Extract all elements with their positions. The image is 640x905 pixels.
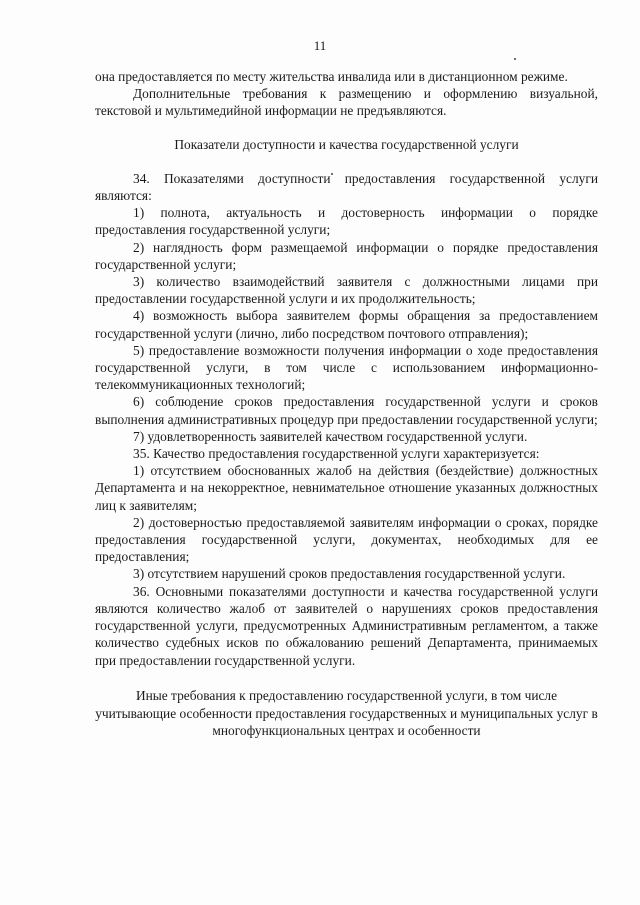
paragraph: она предоставляется по месту жительства инвалида или в дистанционном режиме.	[95, 69, 568, 84]
scan-speck	[514, 58, 516, 60]
list-item: 1) отсутствием обоснованных жалоб на действия (бездействие) должностных Департамента и на некорректное, невнимательное отношение указанных должностных лиц к заявителям;	[95, 463, 598, 513]
list-item: 6) соблюдение сроков предоставления государственной услуги и сроков выполнения административных процедур при предоставлении государственной услуги;	[95, 394, 598, 427]
list-item: 7) удовлетворенность заявителей качеством государственной услуги.	[133, 428, 528, 444]
list-item: 3) количество взаимодействий заявителя с должностными лицами при предоставлении государственной услуги и их продолжительность;	[95, 274, 598, 307]
list-item: 5) предоставление возможности получения информации о ходе предоставления государственной услуги, в том числе с использованием информационно-телекоммуникационных технологий;	[95, 342, 598, 393]
list-item: 2) наглядность форм размещаемой информации о порядке предоставления государственной услуги;	[95, 239, 598, 272]
paragraph: Дополнительные требования к размещению и оформлению визуальной, текстовой и мультимедийной информации не предъявляются.	[95, 86, 598, 119]
list-item: 4) возможность выбора заявителем формы обращения за предоставлением государственной услуги (лично, либо посредством почтового отправления);	[95, 308, 598, 341]
page-number: 11	[313, 38, 327, 53]
list-item: 3) отсутствием нарушений сроков предоставления государственной услуги.	[133, 566, 566, 582]
list-item: 1) полнота, актуальность и достоверность информации о порядке предоставления государственной услуги;	[95, 205, 598, 238]
list-item: 2) достоверностью предоставляемой заявителям информации о сроках, порядке предоставления государственной услуги, документах, необходимых для ее предоставления;	[95, 514, 598, 565]
section-heading: Показатели доступности и качества государственной услуги	[174, 136, 519, 152]
list-item: 36. Основными показателями доступности и качества государственной услуги являются количество жалоб от заявителей о нарушениях сроков предоставления государственной услуги, предусмотренных Административным регламентом, а также количество судебных исков по обжалованию решений Департамента, принимаемых при предоставлении государственной услуги.	[95, 583, 598, 668]
document-body	[95, 68, 598, 740]
section-heading-final: Иные требования к предоставлению государственной услуги, в том числе учитывающие особенности предоставления государственных и муниципальных услуг в многофункциональных центрах и особенности	[95, 687, 598, 739]
list-item: 34. Показателями доступности предоставления государственной услуги являются:	[95, 170, 598, 204]
list-item: 35. Качество предоставления государственной услуги характеризуется:	[133, 446, 540, 462]
